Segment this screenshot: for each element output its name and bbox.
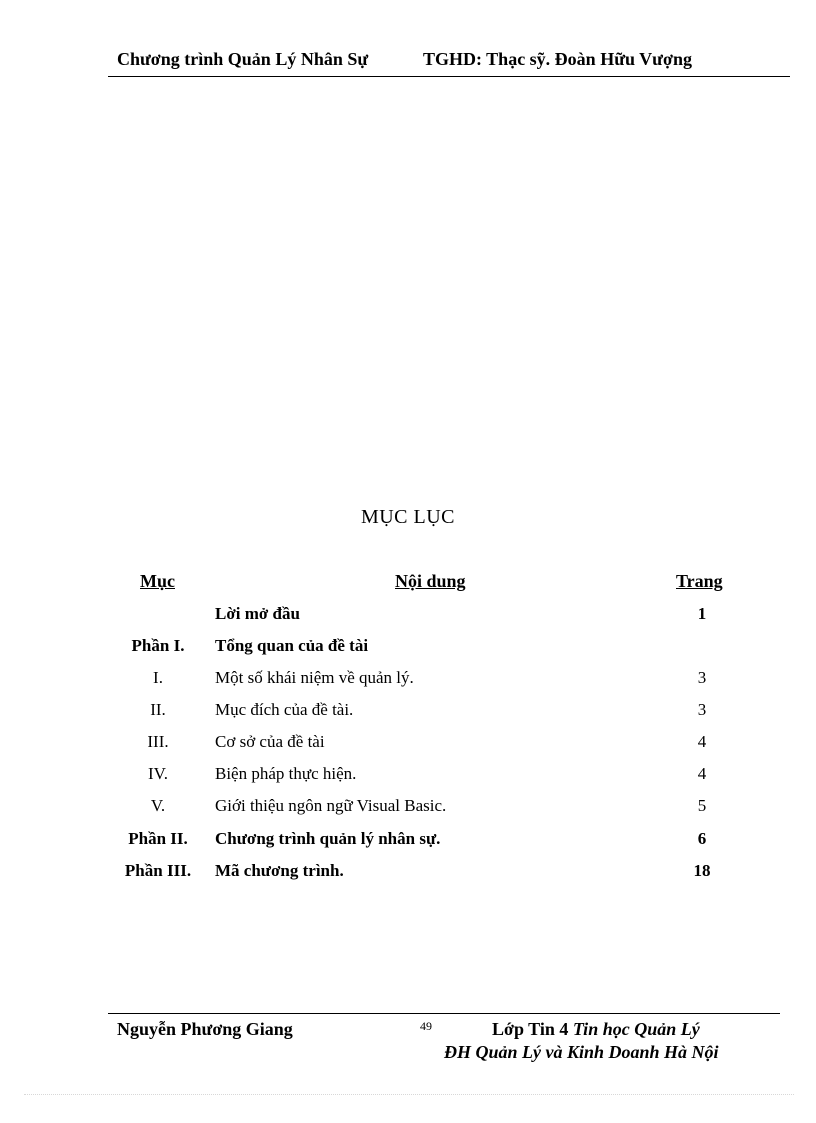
toc-row-trang: 18 — [693, 861, 711, 880]
toc-row-trang: 3 — [697, 700, 707, 719]
toc-row-noi-dung: Mã chương trình. — [215, 861, 344, 880]
column-header-trang: Trang — [676, 571, 723, 591]
toc-row-trang: 4 — [697, 764, 707, 783]
toc-row — [0, 861, 816, 885]
toc-row-muc: Phần I. — [131, 636, 185, 655]
footer-school: ĐH Quản Lý và Kinh Doanh Hà Nội — [444, 1042, 719, 1062]
footer-author: Nguyễn Phương Giang — [117, 1019, 293, 1039]
toc-row-trang: 1 — [697, 604, 707, 623]
toc-row — [0, 829, 816, 853]
toc-row-noi-dung: Tổng quan của đề tài — [215, 636, 369, 655]
footer-class — [492, 1019, 700, 1040]
toc-row — [0, 636, 816, 660]
footer-rule — [108, 1013, 780, 1014]
toc-row — [0, 668, 816, 692]
toc-row — [0, 796, 816, 820]
toc-row-muc: II. — [150, 700, 166, 719]
toc-row-noi-dung: Cơ sở của đề tài — [215, 732, 325, 751]
toc-row — [0, 732, 816, 756]
column-header-muc: Mục — [140, 571, 175, 591]
toc-row-noi-dung: Biện pháp thực hiện. — [215, 764, 357, 783]
toc-row-trang: 5 — [697, 796, 707, 815]
footer-class-subject: Tin học Quản Lý — [572, 1019, 700, 1039]
column-header-noi-dung: Nội dung — [395, 571, 466, 591]
toc-row — [0, 764, 816, 788]
toc-row — [0, 700, 816, 724]
toc-row-muc: I. — [153, 668, 163, 687]
toc-row — [0, 604, 816, 628]
header-program-title: Chương trình Quản Lý Nhân Sự — [117, 49, 369, 69]
toc-row-muc: IV. — [148, 764, 168, 783]
toc-row-trang: 4 — [697, 732, 707, 751]
toc-row-noi-dung: Một số khái niệm về quản lý. — [215, 668, 414, 687]
toc-row-noi-dung: Chương trình quản lý nhân sự. — [215, 829, 441, 848]
toc-row-noi-dung: Giới thiệu ngôn ngữ Visual Basic. — [215, 796, 447, 815]
toc-row-trang: 3 — [697, 668, 707, 687]
toc-row-noi-dung: Mục đích của đề tài. — [215, 700, 354, 719]
toc-row-noi-dung: Lời mở đầu — [215, 604, 300, 623]
header-rule — [108, 76, 790, 77]
page-bottom-dotted-line — [24, 1094, 794, 1095]
footer-class-prefix: Lớp Tin 4 — [492, 1019, 569, 1039]
toc-row-muc: III. — [147, 732, 169, 751]
header-advisor: TGHD: Thạc sỹ. Đoàn Hữu Vượng — [423, 49, 692, 69]
toc-row-muc: Phần III. — [124, 861, 192, 880]
toc-title: MỤC LỤC — [360, 506, 456, 528]
toc-row-trang: 6 — [697, 829, 707, 848]
page-header — [117, 49, 757, 70]
toc-row-muc: Phần II. — [128, 829, 188, 848]
toc-row-muc: V. — [150, 796, 166, 815]
page-number: 49 — [420, 1019, 432, 1033]
